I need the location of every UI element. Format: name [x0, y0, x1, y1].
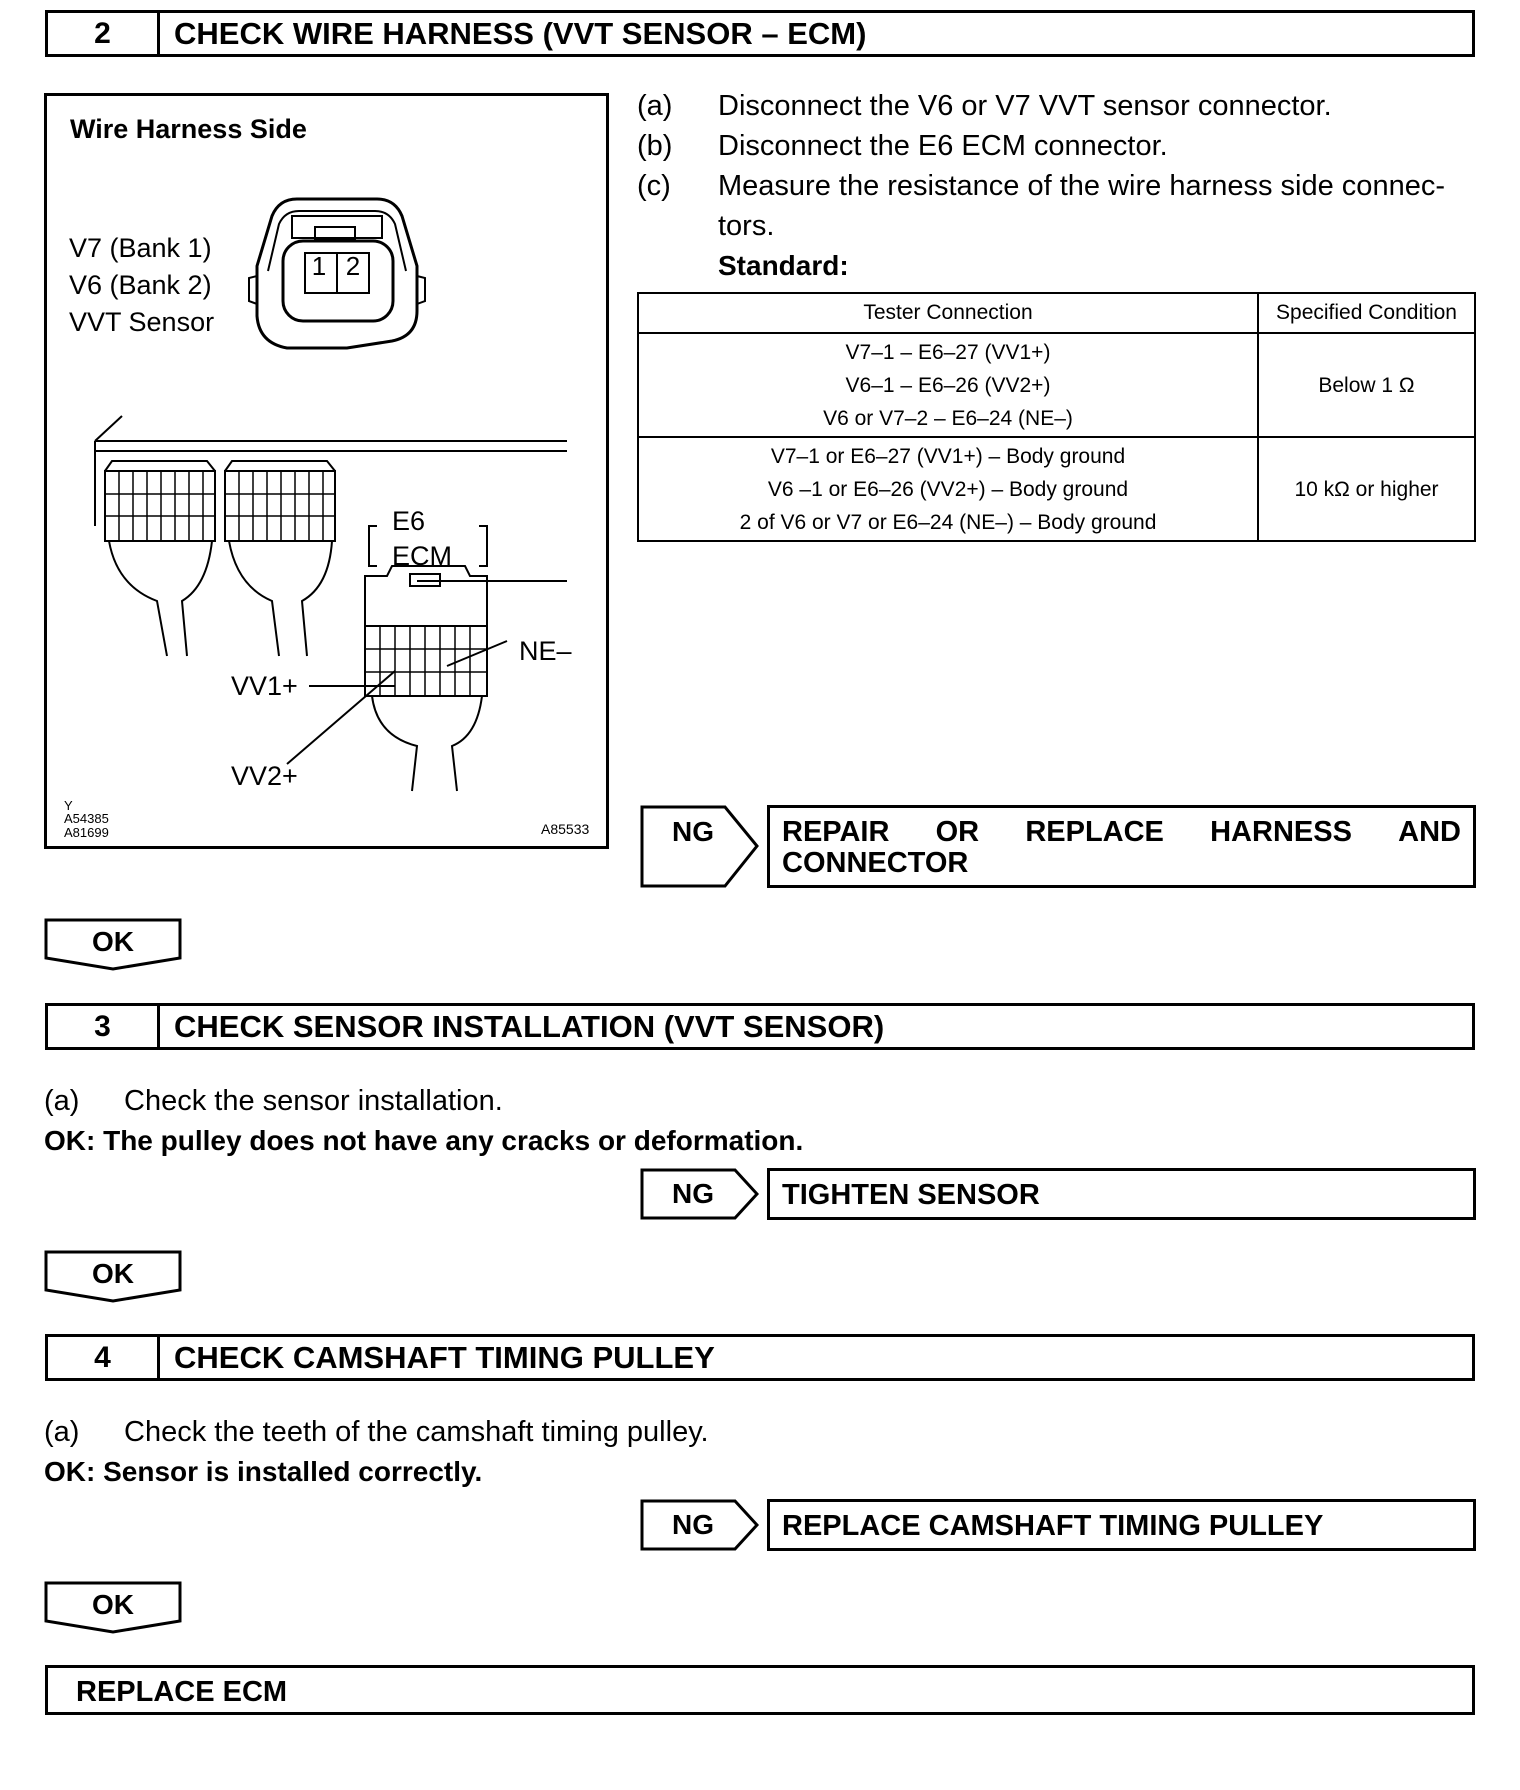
table-cell-connection [638, 437, 1258, 541]
table-cell-condition: Below 1 Ω [1258, 333, 1475, 437]
figure-code-y: Y [64, 798, 73, 813]
ng-action-line2: CONNECTOR [782, 847, 969, 879]
table-cell-connection [638, 333, 1258, 437]
figure-code-1: A54385 [64, 811, 109, 826]
final-action-text: REPLACE ECM [76, 1676, 288, 1708]
step-text-c-cont: tors. [718, 210, 775, 242]
step-3-header [45, 1003, 1475, 1050]
ng-action-box: TIGHTEN SENSOR [767, 1168, 1476, 1220]
step-letter-a: (a) [44, 1085, 80, 1117]
step-text-b: Disconnect the E6 ECM connector. [718, 130, 1168, 162]
ecm-label-e6: E6 [392, 506, 426, 536]
figure-code-2: A81699 [64, 825, 109, 840]
table-row [638, 437, 1475, 541]
ng-action-box [767, 805, 1476, 888]
table-cell-line: V6 –1 or E6–26 (VV2+) – Body ground [767, 477, 1129, 501]
step-title: CHECK CAMSHAFT TIMING PULLEY [174, 1339, 715, 1375]
ecm-label-ecm: ECM [392, 541, 452, 571]
table-cell-line: 2 of V6 or V7 or E6–24 (NE–) – Body ground [739, 510, 1157, 534]
step-letter-c: (c) [637, 170, 671, 202]
table-row [638, 333, 1475, 437]
spec-table [637, 292, 1476, 542]
step-number: 2 [48, 13, 160, 54]
ne-label: NE– [519, 636, 572, 666]
table-cell-line: V6 or V7–2 – E6–24 (NE–) [823, 406, 1073, 430]
step-text-a: Check the teeth of the camshaft timing pulley. [124, 1416, 709, 1448]
table-cell-line: V6–1 – E6–26 (VV2+) [845, 373, 1051, 397]
standard-label: Standard: [718, 250, 849, 281]
table-header-row [638, 293, 1475, 333]
step-number: 3 [48, 1006, 160, 1047]
ok-criteria: OK: The pulley does not have any cracks or deformation. [44, 1125, 804, 1156]
step-text-c: Measure the resistance of the wire harness side connec- [718, 170, 1445, 202]
step-letter-a: (a) [637, 90, 673, 122]
pin-2-label: 2 [345, 251, 361, 281]
step-letter-a: (a) [44, 1416, 80, 1448]
ng-action-word: AND [1398, 816, 1461, 848]
figure-heading: Wire Harness Side [70, 114, 307, 144]
sensor-label-vvt: VVT Sensor [69, 307, 215, 337]
step-4-header [45, 1334, 1475, 1381]
ng-label: NG [672, 1178, 714, 1209]
ok-criteria: OK: Sensor is installed correctly. [44, 1456, 483, 1487]
table-header-condition: Specified Condition [1258, 293, 1475, 333]
ok-label: OK [92, 1258, 134, 1289]
step-number: 4 [48, 1337, 160, 1378]
ng-label: NG [672, 816, 714, 847]
final-action-box [45, 1665, 1475, 1715]
step-text-a: Disconnect the V6 or V7 VVT sensor connector. [718, 90, 1332, 122]
step-letter-b: (b) [637, 130, 673, 162]
table-header-connection: Tester Connection [638, 293, 1258, 333]
step-2-header [45, 10, 1475, 57]
ok-label: OK [92, 1589, 134, 1620]
ng-action-box: REPLACE CAMSHAFT TIMING PULLEY [767, 1499, 1476, 1551]
sensor-label-bank1: V7 (Bank 1) [69, 233, 212, 263]
vv1-label: VV1+ [231, 671, 298, 701]
wire-harness-figure [44, 93, 609, 849]
table-cell-condition: 10 kΩ or higher [1258, 437, 1475, 541]
pin-1-label: 1 [311, 251, 327, 281]
ng-action-word: REPLACE [1025, 816, 1164, 848]
step-text-a: Check the sensor installation. [124, 1085, 503, 1117]
connector-drawing [47, 96, 606, 846]
ng-label: NG [672, 1509, 714, 1540]
table-cell-line: V7–1 – E6–27 (VV1+) [845, 340, 1051, 364]
ng-action-line1 [782, 816, 1461, 849]
ng-action-word: REPAIR [782, 816, 890, 848]
ng-action-word: HARNESS [1210, 816, 1352, 848]
vv2-label: VV2+ [231, 761, 298, 791]
ok-label: OK [92, 926, 134, 957]
step-title: CHECK WIRE HARNESS (VVT SENSOR – ECM) [174, 15, 867, 51]
step-title: CHECK SENSOR INSTALLATION (VVT SENSOR) [174, 1008, 885, 1044]
table-cell-line: V7–1 or E6–27 (VV1+) – Body ground [770, 444, 1126, 468]
ng-action-word: OR [935, 816, 980, 848]
sensor-label-bank2: V6 (Bank 2) [69, 270, 212, 300]
figure-code-right: A85533 [541, 821, 590, 837]
